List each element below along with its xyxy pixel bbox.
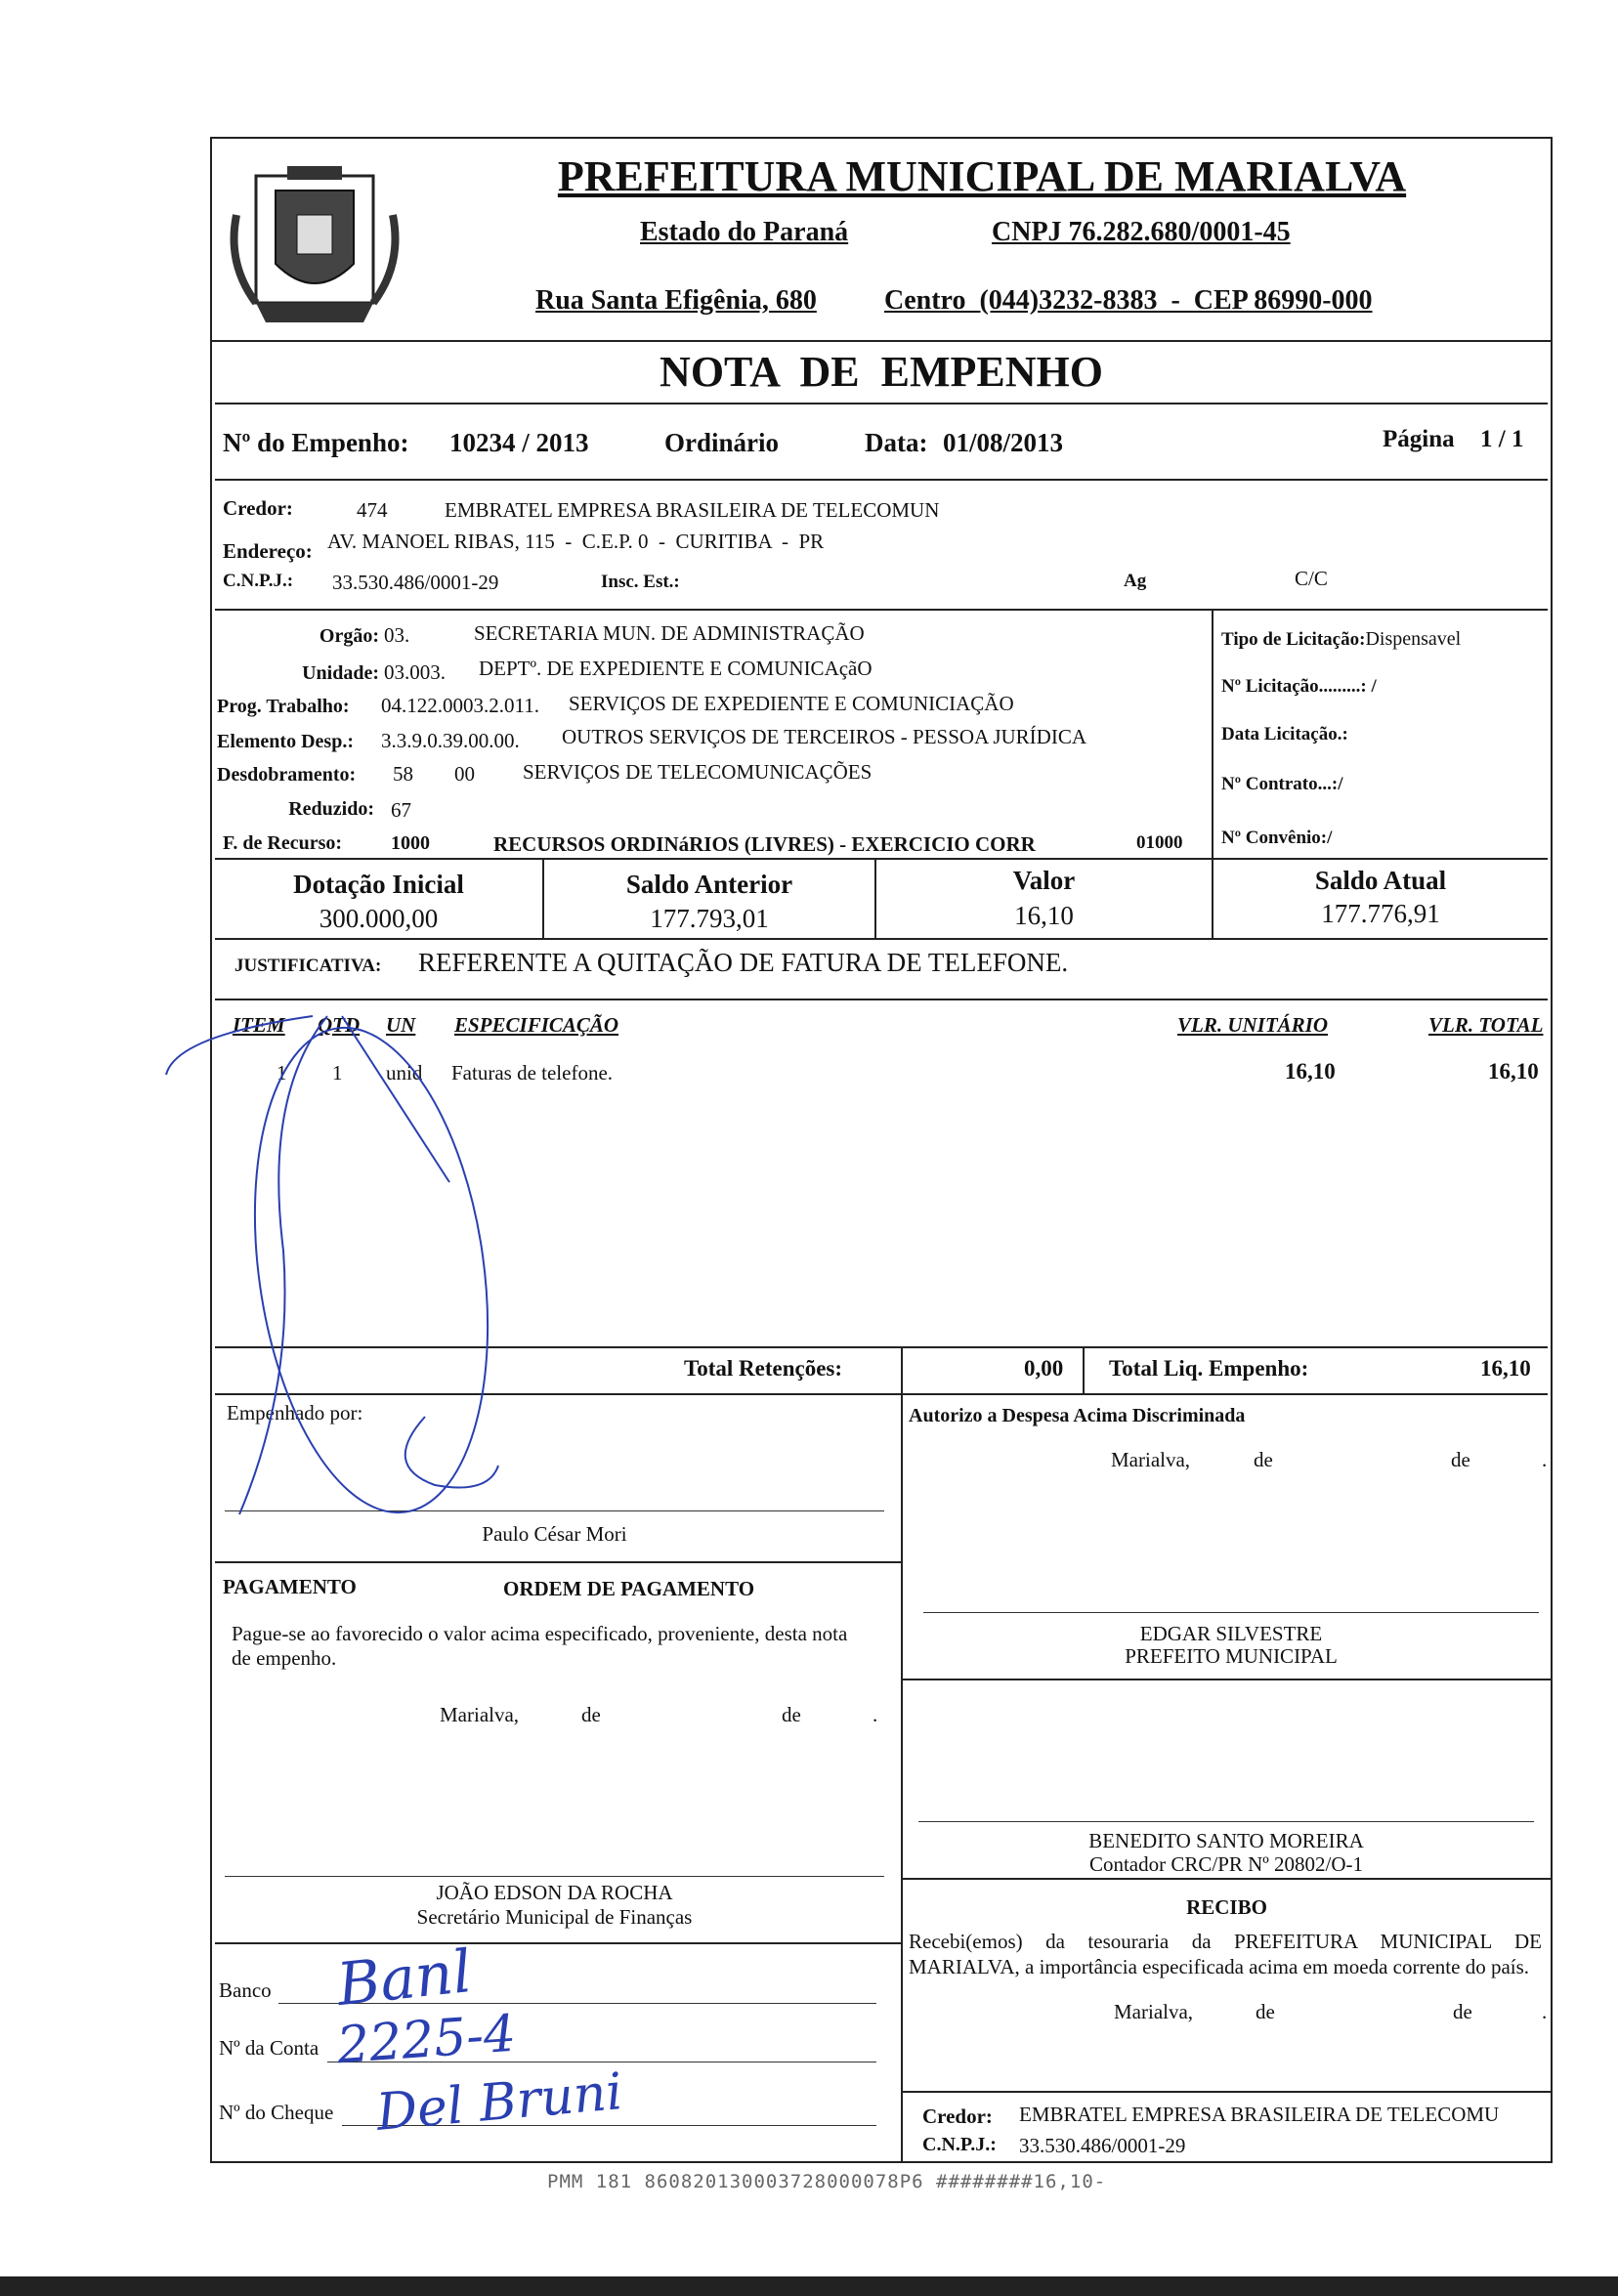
page-label: Página xyxy=(1383,426,1455,452)
coat-of-arms-icon xyxy=(217,156,412,342)
credor-name: EMBRATEL EMPRESA BRASILEIRA DE TELECOMUN xyxy=(445,498,940,522)
endereco-label: Endereço: xyxy=(223,539,313,563)
recurso-code: 1000 xyxy=(391,832,430,854)
autorizo-de2: de xyxy=(1451,1448,1470,1471)
footer-credor-name: EMBRATEL EMPRESA BRASILEIRA DE TELECOMU xyxy=(1019,2103,1500,2126)
pagamento-label: PAGAMENTO xyxy=(223,1575,357,1598)
recibo-dot: . xyxy=(1542,2000,1548,2023)
recibo-de1: de xyxy=(1256,2000,1275,2023)
credor-code: 474 xyxy=(357,498,388,522)
elemento-code: 3.3.9.0.39.00.00. xyxy=(381,729,520,752)
recibo-label: RECIBO xyxy=(1186,1895,1267,1919)
reduzido-label: Reduzido: xyxy=(288,798,374,820)
recurso-name: RECURSOS ORDINáRIOS (LIVRES) - EXERCICIO CORR xyxy=(493,832,1036,856)
reduzido-value: 67 xyxy=(391,798,411,822)
desdobramento-name: SERVIÇOS DE TELECOMUNICAÇÕES xyxy=(523,760,873,784)
justificativa-text: REFERENTE A QUITAÇÃO DE FATURA DE TELEFONE. xyxy=(418,948,1069,977)
recibo-de2: de xyxy=(1453,2000,1472,2023)
secretario-name: JOÃO EDSON DA ROCHA xyxy=(436,1881,673,1904)
total-liq-label: Total Liq. Empenho: xyxy=(1109,1356,1309,1381)
pagamento-local: Marialva, xyxy=(440,1703,520,1726)
empenho-date: 01/08/2013 xyxy=(943,428,1064,457)
col-qtd: QTD xyxy=(318,1013,361,1037)
footer-cnpj-value: 33.530.486/0001-29 xyxy=(1019,2134,1186,2157)
recurso-label: F. de Recurso: xyxy=(223,832,343,854)
recibo-local: Marialva, xyxy=(1114,2000,1194,2023)
empenho-type: Ordinário xyxy=(664,428,780,457)
scan-edge xyxy=(0,2276,1618,2296)
unidade-label: Unidade: xyxy=(302,662,379,684)
header-address: Rua Santa Efigênia, 680 xyxy=(535,285,817,316)
convenio-label: Nº Convênio:/ xyxy=(1221,828,1333,848)
empenhado-name: Paulo César Mori xyxy=(482,1522,627,1546)
dotacao-inicial-label: Dotação Inicial xyxy=(293,870,464,899)
header-state: Estado do Paraná xyxy=(640,217,849,247)
col-un: UN xyxy=(386,1013,416,1037)
credor-label: Credor: xyxy=(223,496,293,520)
ordem-pagamento-label: ORDEM DE PAGAMENTO xyxy=(503,1577,755,1600)
num-licitacao-label: Nº Licitação.........: / xyxy=(1221,676,1377,697)
recibo-text: Recebi(emos) da tesouraria da PREFEITURA MUNICIPAL DE MARIALVA, a importância especificada acima em moeda corrente do país. xyxy=(909,1930,1542,1978)
header-title: PREFEITURA MUNICIPAL DE MARIALVA xyxy=(557,152,1407,200)
elemento-name: OUTROS SERVIÇOS DE TERCEIROS - PESSOA JURÍDICA xyxy=(562,725,1087,748)
header-cnpj: CNPJ 76.282.680/0001-45 xyxy=(992,217,1291,247)
elemento-label: Elemento Desp.: xyxy=(217,731,354,752)
banco-handwritten: Banl xyxy=(333,1936,475,2020)
ag-label: Ag xyxy=(1124,571,1147,591)
cnpj-value: 33.530.486/0001-29 xyxy=(332,571,499,594)
tipo-licitacao-label-text: Tipo de Licitação: xyxy=(1221,629,1366,650)
saldo-anterior-label: Saldo Anterior xyxy=(625,870,793,899)
footer-credor-label: Credor: xyxy=(922,2105,993,2128)
tipo-licitacao-label xyxy=(1221,628,1461,651)
col-especificacao: ESPECIFICAÇÃO xyxy=(454,1013,619,1037)
unidade-code: 03.003. xyxy=(384,660,446,684)
contador-role: Contador CRC/PR Nº 20802/O-1 xyxy=(1088,1852,1364,1876)
autorizo-dot: . xyxy=(1542,1448,1548,1471)
conta-handwritten: 2225-4 xyxy=(335,2004,518,2076)
row-especificacao: Faturas de telefone. xyxy=(451,1061,614,1084)
page-number: 1 / 1 xyxy=(1480,426,1524,452)
row-vlr-total: 16,10 xyxy=(1488,1059,1539,1084)
total-retencoes-label: Total Retenções: xyxy=(684,1356,843,1381)
contrato-label: Nº Contrato...:/ xyxy=(1221,774,1343,794)
footer-code: PMM 181 860820130003728000078P6 ########16,10- xyxy=(547,2171,1107,2192)
valor-label: Valor xyxy=(1012,866,1076,895)
desdobramento-code: 58 xyxy=(393,762,413,786)
pagamento-de1: de xyxy=(581,1703,601,1726)
saldo-atual-value: 177.776,91 xyxy=(1321,899,1440,928)
cheque-label: Nº do Cheque xyxy=(219,2101,334,2124)
dotacao-inicial-value: 300.000,00 xyxy=(319,904,439,933)
empenho-date-label: Data: xyxy=(865,428,928,457)
footer-cnpj-label: C.N.P.J.: xyxy=(922,2134,997,2155)
pagamento-dot: . xyxy=(873,1703,878,1726)
col-item: ITEM xyxy=(233,1013,285,1037)
cc-label: C/C xyxy=(1295,567,1328,590)
orgao-label: Orgão: xyxy=(319,625,379,647)
doc-title: NOTA DE EMPENHO xyxy=(660,348,1103,396)
valor-value: 16,10 xyxy=(1014,901,1074,930)
desdobramento-sub: 00 xyxy=(454,762,475,786)
total-liq-value: 16,10 xyxy=(1480,1356,1531,1381)
endereco-value: AV. MANOEL RIBAS, 115 - C.E.P. 0 - CURITIBA - PR xyxy=(327,530,825,553)
conta-label: Nº da Conta xyxy=(219,2036,319,2060)
col-vlr-unitario: VLR. UNITÁRIO xyxy=(1177,1013,1329,1037)
insc-label: Insc. Est.: xyxy=(601,572,680,592)
empenho-number: 10234 / 2013 xyxy=(449,428,589,457)
row-item: 1 xyxy=(277,1061,287,1084)
saldo-anterior-value: 177.793,01 xyxy=(650,904,769,933)
contador-name: BENEDITO SANTO MOREIRA xyxy=(1088,1829,1364,1852)
total-retencoes-value: 0,00 xyxy=(1024,1356,1064,1381)
prog-name: SERVIÇOS DE EXPEDIENTE E COMUNICIAÇÃO xyxy=(569,692,1014,715)
row-vlr-unitario: 16,10 xyxy=(1285,1059,1336,1084)
unidade-name: DEPTº. DE EXPEDIENTE E COMUNICAçãO xyxy=(479,657,873,680)
autorizo-local: Marialva, xyxy=(1111,1448,1191,1471)
recurso-number: 01000 xyxy=(1136,832,1183,853)
cheque-handwritten: Del Bruni xyxy=(373,2062,625,2143)
data-licitacao-label: Data Licitação.: xyxy=(1221,724,1348,744)
pagamento-text: Pague-se ao favorecido o valor acima especificado, proveniente, desta nota de empenho. xyxy=(232,1622,848,1670)
autorizo-label: Autorizo a Despesa Acima Discriminada xyxy=(909,1405,1246,1426)
pagamento-de2: de xyxy=(782,1703,801,1726)
col-vlr-total: VLR. TOTAL xyxy=(1428,1013,1544,1037)
saldo-atual-label: Saldo Atual xyxy=(1314,866,1447,895)
tipo-licitacao-value: Dispensavel xyxy=(1365,628,1462,650)
prefeito-role: PREFEITO MUNICIPAL xyxy=(1125,1644,1338,1668)
cnpj-label: C.N.P.J.: xyxy=(223,571,294,591)
header-contact: Centro (044)3232-8383 - CEP 86990-000 xyxy=(884,285,1373,316)
empenhado-label: Empenhado por: xyxy=(227,1401,363,1424)
secretario-role: Secretário Municipal de Finanças xyxy=(416,1905,693,1929)
signature-scribble-icon xyxy=(147,977,586,1544)
orgao-name: SECRETARIA MUN. DE ADMINISTRAÇÃO xyxy=(474,621,865,645)
empenho-number-label: Nº do Empenho: xyxy=(223,428,409,457)
prefeito-name: EDGAR SILVESTRE xyxy=(1139,1622,1323,1645)
banco-label: Banco xyxy=(219,1978,272,2002)
autorizo-de1: de xyxy=(1254,1448,1273,1471)
desdobramento-label: Desdobramento: xyxy=(217,764,357,786)
justificativa-label: JUSTIFICATIVA: xyxy=(234,956,382,976)
prog-code: 04.122.0003.2.011. xyxy=(381,694,539,717)
prog-label: Prog. Trabalho: xyxy=(217,696,350,717)
row-un: unid xyxy=(386,1061,423,1084)
orgao-code: 03. xyxy=(384,623,410,647)
row-qtd: 1 xyxy=(332,1061,343,1084)
